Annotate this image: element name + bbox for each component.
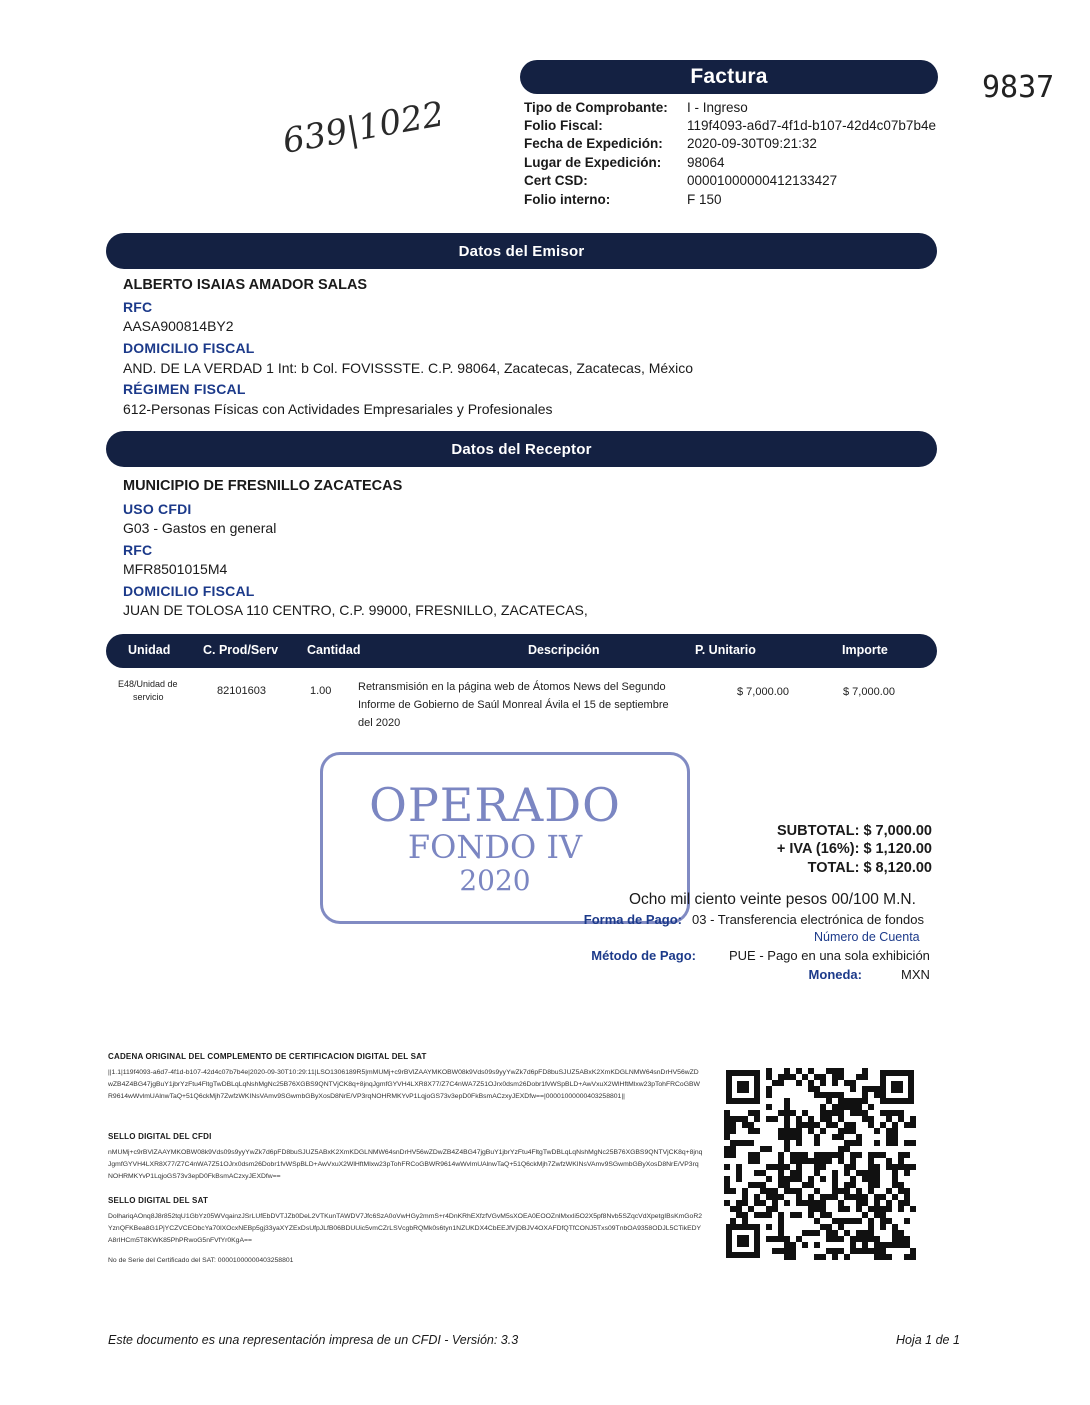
emisor-domicilio-label: DOMICILIO FISCAL xyxy=(123,340,255,356)
col-cantidad: Cantidad xyxy=(307,643,361,657)
metodo-pago-label: Método de Pago: xyxy=(591,948,696,963)
emisor-band-title: Datos del Emisor xyxy=(458,242,585,260)
header-field-tipo xyxy=(524,100,944,118)
header-field-value: I - Ingreso xyxy=(687,100,748,115)
col-unidad: Unidad xyxy=(128,643,171,657)
header-field-label: Tipo de Comprobante: xyxy=(524,100,668,115)
header-field-label: Folio interno: xyxy=(524,192,611,207)
emisor-domicilio: AND. DE LA VERDAD 1 Int: b Col. FOVISSSTE. C.P. 98064, Zacatecas, Zacatecas, México xyxy=(123,360,694,376)
cadena-title: CADENA ORIGINAL DEL COMPLEMENTO DE CERTIFICACION DIGITAL DEL SAT xyxy=(108,1052,427,1061)
header-field-label: Folio Fiscal: xyxy=(524,118,603,133)
header-field-label: Fecha de Expedición: xyxy=(524,136,663,151)
row-precio: $ 7,000.00 xyxy=(737,686,789,698)
header-field-value: 119f4093-a6d7-4f1d-b107-42d4c07b7b4e xyxy=(687,118,936,133)
stamp-line3: 2020 xyxy=(459,864,531,897)
row-descripcion-line2: Informe de Gobierno de Saúl Monreal Ávila el 15 de septiembre xyxy=(358,699,669,711)
header-field-cert xyxy=(524,173,944,191)
total: TOTAL: $ 8,120.00 xyxy=(807,860,932,876)
numero-cuenta-label: Número de Cuenta xyxy=(814,930,920,944)
stamp-line2: FONDO IV xyxy=(407,828,583,866)
emisor-rfc-label: RFC xyxy=(123,299,153,315)
receptor-domicilio: JUAN DE TOLOSA 110 CENTRO, C.P. 99000, FRESNILLO, ZACATECAS, xyxy=(123,602,588,618)
invoice-title-band xyxy=(520,60,938,94)
receptor-uso-label: USO CFDI xyxy=(123,501,192,517)
metodo-pago: PUE - Pago en una sola exhibición xyxy=(729,948,930,963)
sello-cfdi-title: SELLO DIGITAL DEL CFDI xyxy=(108,1132,212,1141)
receptor-band-title: Datos del Receptor xyxy=(451,440,592,458)
header-field-lugar xyxy=(524,155,944,173)
header-field-value: 00001000000412133427 xyxy=(687,173,838,188)
subtotal: SUBTOTAL: $ 7,000.00 xyxy=(777,823,932,839)
row-descripcion-line3: del 2020 xyxy=(358,717,401,729)
footer-cfdi-note: Este documento es una representación impresa de un CFDI - Versión: 3.3 xyxy=(108,1333,519,1347)
receptor-domicilio-label: DOMICILIO FISCAL xyxy=(123,583,255,599)
moneda-label: Moneda: xyxy=(808,967,862,982)
iva: + IVA (16%): $ 1,120.00 xyxy=(776,841,932,857)
invoice-title: Factura xyxy=(690,65,768,88)
sello-sat-title: SELLO DIGITAL DEL SAT xyxy=(108,1196,209,1205)
handwritten-note: 639|1022 xyxy=(279,94,448,162)
cadena-text: ||1.1|119f4093-a6d7-4f1d-b107-42d4c07b7b4e|2020-09-30T10:29:11|LSO1306189R5|mMUMj+c9rBVlZAAYMKOBW08k9Vds09s9yyYwZk7d6pFD8buSJUZ5ABxK2XmKDGLNMW64snDrHV56wZDwZB4Z4BG47jgBuY1jbrYzFtu4FltgTwDBLqLqNshMgNc25B76XGBS9QNTVjCK8q+8jnqJgmfGYVH4LXR8X77/Z7C4nWA7Z51OJrx0dsm26Dobr1fvWSpBLD+AwVxuX2WlHftMlxw23pTohFRCoGBWR9614wWvlmUAlnwTaQ+51Q6ckMjh7ZwfzWKINsVAmv9SGwmbGByXosD8NrE/VP3rqNOHRMKYvP1LqjoGS73v3epD0FkBsmACzxyJEXDfw==|00001000000403258801|| xyxy=(108,1069,700,1100)
col-clave: C. Prod/Serv xyxy=(203,643,279,657)
header-field-label: Lugar de Expedición: xyxy=(524,155,662,170)
row-unidad-line2: servicio xyxy=(133,692,164,702)
receptor-rfc-label: RFC xyxy=(123,542,153,558)
amount-in-words: Ocho mil ciento veinte pesos 00/100 M.N. xyxy=(629,891,916,908)
emisor-regimen-label: RÉGIMEN FISCAL xyxy=(123,381,246,397)
emisor-name: ALBERTO ISAIAS AMADOR SALAS xyxy=(123,277,368,293)
header-field-label: Cert CSD: xyxy=(524,173,588,188)
receptor-rfc: MFR8501015M4 xyxy=(123,561,228,577)
emisor-regimen: 612-Personas Físicas con Actividades Empresariales y Profesionales xyxy=(123,401,553,417)
qr-code-icon xyxy=(724,1068,916,1260)
sello-cfdi-text: nMUMj+c9rBVlZAAYMKOBW08k9Vds09s9yyYwZk7d6pFD8buSJUZ5ABxK2XmKDGLNMW64snDrHV56wZDwZB4Z4BG47jgBuY1jbrYzFtu4FltgTwDBLqLqNshMgNc25B76XGBS9QNTVjCK8q+8jnqJgmfGYVH4LXR8X77/Z7C4nWA7Z51OJrx0dsm26Dobr1fvWSpBLD+AwVxuX2WlHftMlxw23pTohFRCoGBWR9614wWvlmUAlnwTaQ+51Q6ckMjh7ZwfzWKINsVAmv9SGwmbGByXosD8NrE/VP3rqNOHRMKYvP1LqjoGS73v3epD0FkBsmACzxyJEXDfw== xyxy=(108,1149,703,1180)
row-unidad-line1: E48/Unidad de xyxy=(118,679,178,689)
header-field-folio-interno xyxy=(524,192,944,210)
moneda: MXN xyxy=(901,967,930,982)
row-descripcion-line1: Retransmisión en la página web de Átomos News del Segundo xyxy=(358,681,666,693)
row-clave: 82101603 xyxy=(217,685,266,697)
col-descripcion: Descripción xyxy=(528,643,600,657)
row-importe: $ 7,000.00 xyxy=(843,686,895,698)
receptor-uso: G03 - Gastos en general xyxy=(123,520,277,536)
header-field-value: 2020-09-30T09:21:32 xyxy=(687,136,817,151)
header-field-folio-fiscal xyxy=(524,118,944,136)
header-field-value: 98064 xyxy=(687,155,725,170)
page-number: Hoja 1 de 1 xyxy=(896,1333,960,1347)
col-precio: P. Unitario xyxy=(695,643,756,657)
emisor-band xyxy=(106,233,937,269)
forma-pago: 03 - Transferencia electrónica de fondos xyxy=(692,912,924,927)
col-importe: Importe xyxy=(842,643,888,657)
concepts-table-header xyxy=(106,634,937,668)
forma-pago-label: Forma de Pago: xyxy=(583,912,682,927)
scan-number: 9837 xyxy=(982,70,1055,105)
receptor-band xyxy=(106,431,937,467)
sello-sat-text: DolhariqAOnq8J8r852tqU1GbYz05WVqainzJSrLUfEbDVTJZb0DeL2VTKunTAWDV7Jfc6SzA0oVwHGy2mmS+r4DnKRhEXfzfVGvM5sXOEA0EOOZnlMxxli5O2X5pf8Nvb5SZqcVdXpetgIBsKmGoR2YznQFKBea8G1PjYCZVCEObcYa70lXOcxNEBp5gj33yaXYZExDsUfpJLfB06BDUUic5vmCZrLSVcgbRQMk0s6tyn1NZUKDX4CbEEJfVjDBJV4OXAFDfQTfCONJ5Txs09TnbOA9358ODJL5CTikEDYA8rIHCm5T8KWK85PhPRwoG5nFVfYr0KgA== xyxy=(108,1213,703,1244)
receptor-name: MUNICIPIO DE FRESNILLO ZACATECAS xyxy=(123,478,403,494)
stamp-line1: OPERADO xyxy=(369,778,621,832)
row-cantidad: 1.00 xyxy=(310,685,332,697)
certificado-sat: No de Serie del Certificado del SAT: 00001000000403258801 xyxy=(108,1257,294,1264)
emisor-rfc: AASA900814BY2 xyxy=(123,318,234,334)
header-field-value: F 150 xyxy=(687,192,722,207)
header-field-fecha xyxy=(524,136,944,154)
